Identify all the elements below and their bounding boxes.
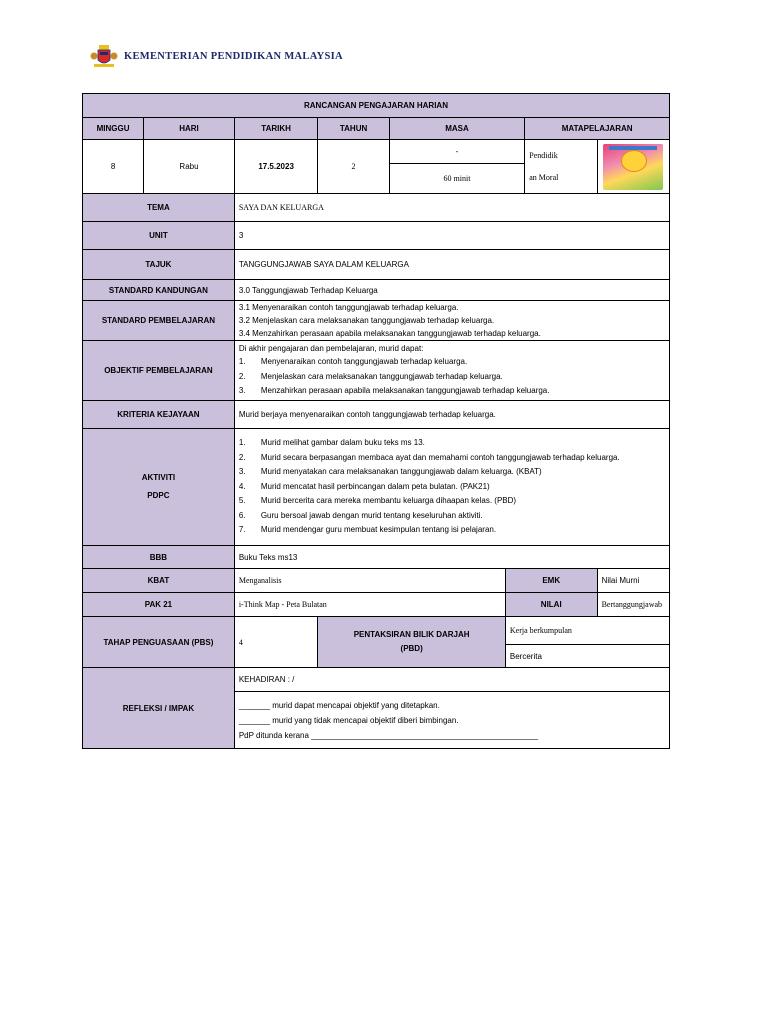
bbb-label: BBB (83, 546, 235, 569)
ministry-header (90, 42, 343, 70)
refleksi-line: _______ murid yang tidak mencapai objektif diberi bimbingan. (238, 715, 459, 725)
pbd-value-bottom: Bercerita (505, 645, 669, 668)
pak21-value: i-Think Map - Peta Bulatan (234, 593, 505, 617)
tahap-label: TAHAP PENGUASAAN (PBS) (83, 617, 235, 668)
coat-of-arms-icon (90, 43, 118, 69)
pbd-label-line1: PENTAKSIRAN BILIK DARJAH (353, 630, 470, 639)
standard-kandungan-label: STANDARD KANDUNGAN (83, 280, 235, 301)
list-item: 7. Murid mendengar guru membuat kesimpulan tentang isi pelajaran. (238, 525, 497, 535)
col-matapelajaran: MATAPELAJARAN (525, 118, 670, 140)
tema-value: SAYA DAN KELUARGA (234, 194, 669, 222)
emk-value: Nilai Murni (597, 569, 669, 593)
standard-kandungan-value: 3.0 Tanggungjawab Terhadap Keluarga (234, 280, 669, 301)
objektif-list (234, 341, 669, 401)
pbd-label-line2: (PBD) (400, 644, 423, 653)
refleksi-label: REFLEKSI / IMPAK (83, 668, 235, 749)
list-item: 2. Murid secara berpasangan membaca ayat dan memahami contoh tanggungjawab terhadap keluarga. (238, 452, 620, 462)
tahap-value: 4 (234, 617, 318, 668)
subject-value (525, 140, 597, 194)
tajuk-label: TAJUK (83, 250, 235, 280)
bbb-value: Buku Teks ms13 (234, 546, 669, 569)
refleksi-line: _______ murid dapat mencapai objektif yang ditetapkan. (238, 700, 440, 710)
sp-item: 3.1 Menyenaraikan contoh tanggungjawab terhadap keluarga. (238, 303, 459, 312)
standard-pembelajaran-label: STANDARD PEMBELAJARAN (83, 301, 235, 341)
list-item: 4. Murid mencatat hasil perbincangan dalam peta bulatan. (PAK21) (238, 481, 490, 491)
tarikh-value: 17.5.2023 (234, 140, 318, 194)
sp-item: 3.2 Menjelaskan cara melaksanakan tanggungjawab terhadap keluarga. (238, 316, 495, 325)
col-masa: MASA (389, 118, 525, 140)
list-item: 6. Guru bersoal jawab dengan murid tentang keseluruhan aktiviti. (238, 510, 483, 520)
minggu-value: 8 (83, 140, 144, 194)
standard-pembelajaran-list (234, 301, 669, 341)
list-item: 2. Menjelaskan cara melaksanakan tanggungjawab terhadap keluarga. (238, 371, 503, 381)
masa-bottom-value: 60 minit (389, 164, 525, 194)
aktiviti-list (234, 429, 669, 546)
col-tahun: TAHUN (318, 118, 389, 140)
refleksi-line: PdP ditunda kerana ___________________________________________________ (238, 730, 539, 740)
list-item: 5. Murid bercerita cara mereka membantu keluarga dihaapan kelas. (PBD) (238, 496, 517, 506)
col-hari: HARI (144, 118, 235, 140)
subject-line2: an Moral (529, 172, 559, 182)
list-item: 1. Murid melihat gambar dalam buku teks ms 13. (238, 438, 425, 448)
list-item: 3. Murid menyatakan cara melaksanakan tanggungjawab dalam keluarga. (KBAT) (238, 467, 542, 477)
aktiviti-label (83, 429, 235, 546)
kriteria-label: KRITERIA KEJAYAAN (83, 401, 235, 429)
aktiviti-label-line1: AKTIVITI (141, 473, 176, 482)
col-minggu: MINGGU (83, 118, 144, 140)
kehadiran-value: KEHADIRAN : / (234, 668, 669, 692)
objektif-intro: Di akhir pengajaran dan pembelajaran, murid dapat: (238, 344, 424, 354)
aktiviti-label-line2: PDPC (147, 491, 170, 500)
col-tarikh: TARIKH (234, 118, 318, 140)
kriteria-value: Murid berjaya menyenaraikan contoh tanggungjawab terhadap keluarga. (234, 401, 669, 429)
emk-label: EMK (505, 569, 597, 593)
kbat-label: KBAT (83, 569, 235, 593)
plan-title: RANCANGAN PENGAJARAN HARIAN (83, 94, 670, 118)
masa-top-value: - (389, 140, 525, 164)
list-item: 3. Menzahirkan perasaan apabila melaksanakan tanggungjawab terhadap keluarga. (238, 386, 550, 396)
unit-value: 3 (234, 222, 669, 250)
list-item: 1. Menyenaraikan contoh tanggungjawab terhadap keluarga. (238, 357, 468, 367)
tema-label: TEMA (83, 194, 235, 222)
unit-label: UNIT (83, 222, 235, 250)
kbat-value: Menganalisis (234, 569, 505, 593)
pbd-label (318, 617, 506, 668)
tahun-value: 2 (318, 140, 389, 194)
lesson-plan-table (82, 93, 670, 749)
textbook-cover (597, 140, 669, 194)
ministry-name: KEMENTERIAN PENDIDIKAN MALAYSIA (124, 50, 343, 62)
pak21-label: PAK 21 (83, 593, 235, 617)
objektif-label: OBJEKTIF PEMBELAJARAN (83, 341, 235, 401)
tajuk-value: TANGGUNGJAWAB SAYA DALAM KELUARGA (234, 250, 669, 280)
refleksi-lines (234, 692, 669, 749)
nilai-label: NILAI (505, 593, 597, 617)
subject-line1: Pendidik (529, 150, 558, 160)
nilai-value: Bertanggungjawab (597, 593, 669, 617)
pbd-value-top: Kerja berkumpulan (505, 617, 669, 645)
hari-value: Rabu (144, 140, 235, 194)
textbook-cover-image (603, 144, 663, 190)
sp-item: 3.4 Menzahirkan perasaan apabila melaksanakan tanggungjawab terhadap keluarga. (238, 329, 541, 338)
